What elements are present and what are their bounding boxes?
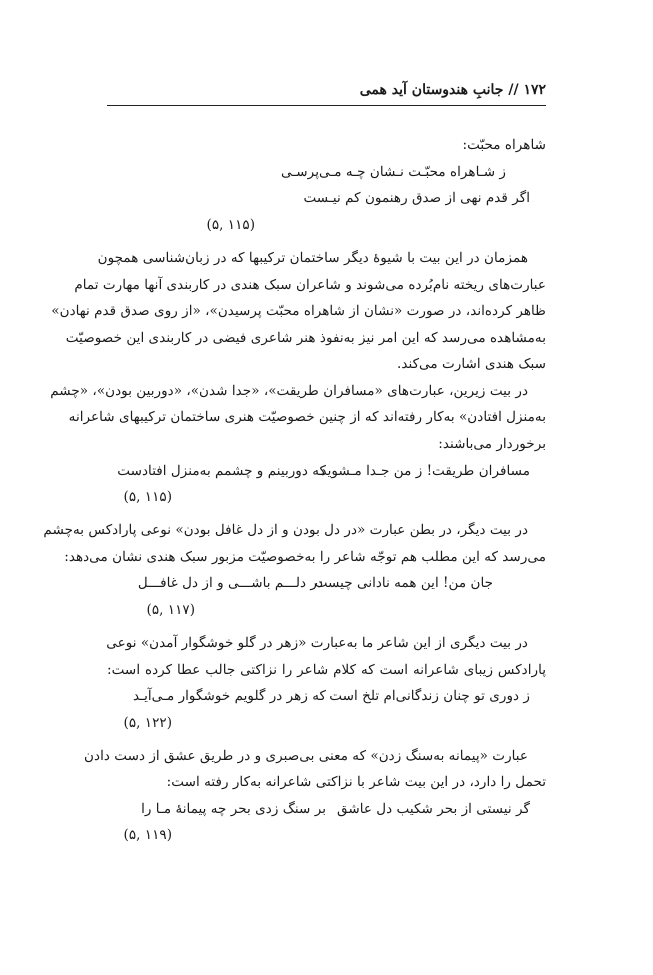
paragraph-line: ظاهر کرده‌اند، در صورت «نشان از شاهراه محبّت پرسیدن»، «از روی صدق قدم نهادن» [51, 303, 546, 319]
paragraph-line: سبک هندی اشارت می‌کند. [397, 356, 546, 372]
verse-hemistich: اگر قدم نهی از صدق رهنمون کم نیـست [303, 190, 530, 206]
verse-hemistich: گر نیستی از بحر شکیب دل عاشق [336, 801, 530, 817]
verse-hemistich: ز دوری تو چنان زندگانی‌ام تلخ است [329, 688, 530, 704]
paragraph-line: عبارت «پیمانه به‌سنگ زدن» که معنی بی‌صبری و در طریق عشق از دست دادن [84, 748, 528, 764]
paragraph-line: در بیت دیگر، در بطن عبارت «در دل بودن و از دل غافل بودن» نوعی پارادکس به‌چشم [43, 522, 528, 538]
section-heading: شاهراه محبّت: [462, 137, 546, 153]
citation: (۱۱۷ ,۵) [146, 602, 195, 618]
paragraph-line: به‌منزل افتادن» به‌کار رفته‌اند که از چنین خصوصیّت هنری ساختمان ترکیبهای شاعرانه [68, 409, 546, 425]
verse-hemistich: در دلـــم باشـــی و از دل غافـــل [137, 575, 323, 591]
running-head-text: ۱۷۲ // جانبِ هندوستان آید همی [359, 82, 546, 98]
running-header [107, 82, 546, 104]
citation: (۱۲۲ ,۵) [123, 715, 172, 731]
citation: (۱۱۹ ,۵) [123, 827, 172, 843]
paragraph-line: به‌مشاهده می‌رسد که این امر نیز به‌نفوذ هنر شاعری فیضی در کاربندی این خصوصیّت [65, 330, 546, 346]
verse-hemistich: مسافران طریقت! ز من جـدا مـشوید [320, 463, 530, 479]
paragraph-line: در بیت زیرین، عبارت‌های «مسافران طریقت»، «جدا شدن»، «دوربین بودن»، «چشم [50, 383, 528, 399]
citation: (۱۱۵ ,۵) [123, 489, 172, 505]
verse-hemistich: که دوربینم و چشمم به‌منزل افتادست [117, 463, 326, 479]
paragraph-line: عبارت‌های ریخته نام‌بُرده می‌شوند و شاعران سبک هندی در کاربندی آنها مهارت تمام [74, 277, 546, 293]
paragraph-line: می‌رسد که این مطلب هم توجّه شاعر را به‌خصوصیّت مزبور سبک هندی نشان می‌دهد: [64, 549, 546, 565]
header-rule [107, 105, 546, 106]
verse-hemistich: که زهر در گلویم خوشگوار مـی‌آیـد [132, 688, 326, 704]
citation: (۱۱۵ ,۵) [206, 217, 255, 233]
paragraph-line: برخوردار می‌باشند: [438, 436, 546, 452]
verse-hemistich: بر سنگ زدی بحر چه پیمانهٔ مـا را [141, 801, 326, 817]
verse-hemistich: جان من! این همه نادانی چیست [314, 575, 493, 591]
paragraph-line: همزمان در این بیت با شیوهٔ دیگر ساختمان ترکیبها که در زبان‌شناسی همچون [97, 250, 528, 266]
paragraph-line: پارادکس زیبای شاعرانه است که کلام شاعر را نزاکتی جالب عطا کرده است: [107, 662, 546, 678]
paragraph-line: در بیت دیگری از این شاعر ما به‌عبارت «زهر در گلو خوشگوار آمدن» نوعی [106, 635, 528, 651]
paragraph-line: تحمل را دارد، در این بیت شاعر با نزاکتی شاعرانه به‌کار رفته است: [166, 774, 546, 790]
verse-hemistich: ز شـاهراه محبّـت نـشان چـه مـی‌پرسـی [280, 164, 506, 180]
